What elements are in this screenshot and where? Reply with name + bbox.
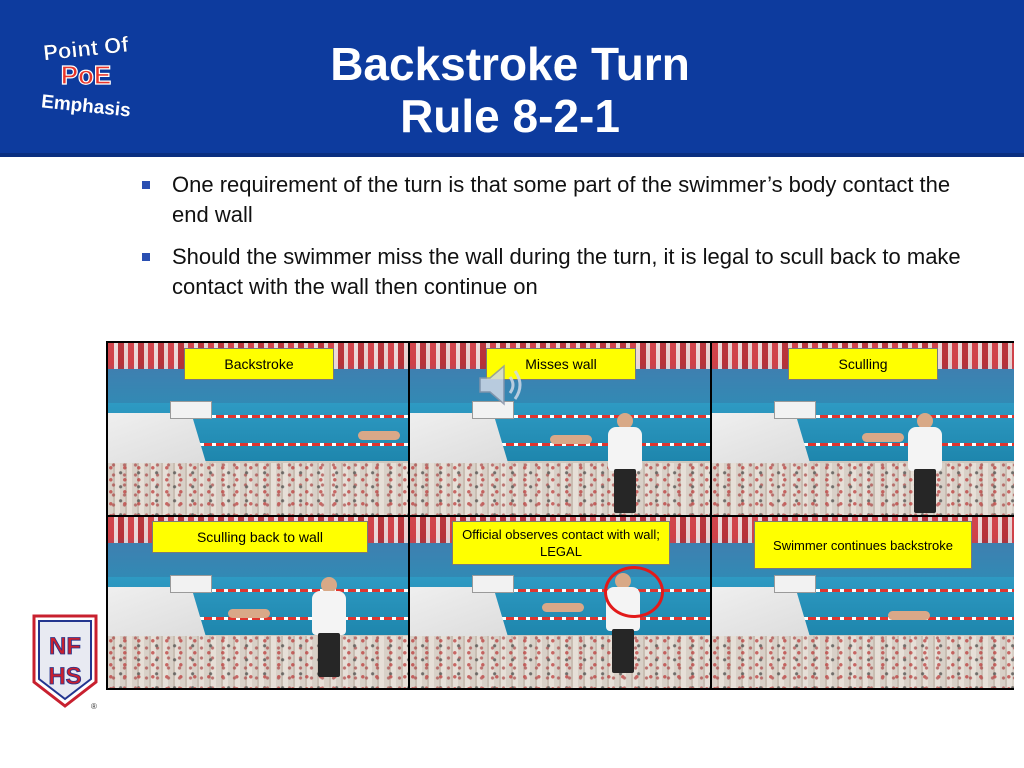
- frame-caption: Sculling: [788, 348, 938, 380]
- bullet-list: [140, 170, 980, 314]
- starting-block: [472, 575, 514, 593]
- frame-caption: Official observes contact with wall; LEGAL: [452, 521, 670, 565]
- bullet-item: [140, 170, 980, 230]
- pool-deck: [410, 636, 710, 688]
- highlight-circle: [604, 566, 664, 618]
- header-banner: [0, 0, 1024, 157]
- title-line-2: Rule 8-2-1: [400, 90, 620, 142]
- frame-image: [712, 343, 1014, 515]
- pool-deck: [712, 463, 1014, 515]
- starting-block: [170, 575, 212, 593]
- bullet-text: Should the swimmer miss the wall during the turn, it is legal to scull back to make contact with the wall then continue on: [172, 244, 961, 299]
- official: [312, 577, 346, 677]
- swimmer: [358, 431, 400, 440]
- square-bullet-icon: [142, 181, 150, 189]
- logo-line-3: Emphasis: [40, 91, 132, 122]
- official-legs: [318, 633, 340, 677]
- frame-image: [712, 517, 1014, 688]
- pool-deck: [108, 636, 408, 688]
- frame-image: [108, 517, 408, 688]
- square-bullet-icon: [142, 253, 150, 261]
- official-legs: [612, 629, 634, 673]
- official-legs: [914, 469, 936, 513]
- frame-image: [108, 343, 408, 515]
- frame-caption: Backstroke: [184, 348, 334, 380]
- logo-line-2: PoE: [60, 60, 112, 90]
- video-frame-grid: [106, 341, 1014, 690]
- swimmer: [862, 433, 904, 442]
- official-shirt: [312, 591, 346, 635]
- swimmer: [550, 435, 592, 444]
- speaker-icon[interactable]: [476, 362, 526, 408]
- official-shirt: [908, 427, 942, 471]
- nfhs-logo: [30, 612, 100, 712]
- nfhs-logo-bottom-text: HS: [48, 663, 82, 690]
- bullet-text: One requirement of the turn is that some part of the swimmer’s body contact the end wall: [172, 172, 951, 227]
- official-legs: [614, 469, 636, 513]
- swimmer: [542, 603, 584, 612]
- official: [608, 413, 642, 513]
- frame-image: [410, 517, 710, 688]
- slide-title: [180, 38, 840, 142]
- point-of-emphasis-logo: [34, 30, 138, 126]
- pool-deck: [712, 636, 1014, 688]
- title-line-1: Backstroke Turn: [330, 38, 690, 90]
- starting-block: [774, 401, 816, 419]
- registered-mark: ®: [91, 702, 97, 711]
- bullet-item: [140, 242, 980, 302]
- nfhs-logo-top-text: NF: [49, 633, 81, 660]
- pool-deck: [108, 463, 408, 515]
- starting-block: [774, 575, 816, 593]
- logo-line-1: Point Of: [41, 31, 130, 66]
- official: [908, 413, 942, 513]
- pool-deck: [410, 463, 710, 515]
- starting-block: [170, 401, 212, 419]
- official-shirt: [608, 427, 642, 471]
- frame-caption: Swimmer continues backstroke: [754, 521, 972, 569]
- swimmer: [228, 609, 270, 618]
- frame-image: [410, 343, 710, 515]
- swimmer: [888, 611, 930, 620]
- frame-caption: Misses wall: [486, 348, 636, 380]
- frame-caption: Sculling back to wall: [152, 521, 368, 553]
